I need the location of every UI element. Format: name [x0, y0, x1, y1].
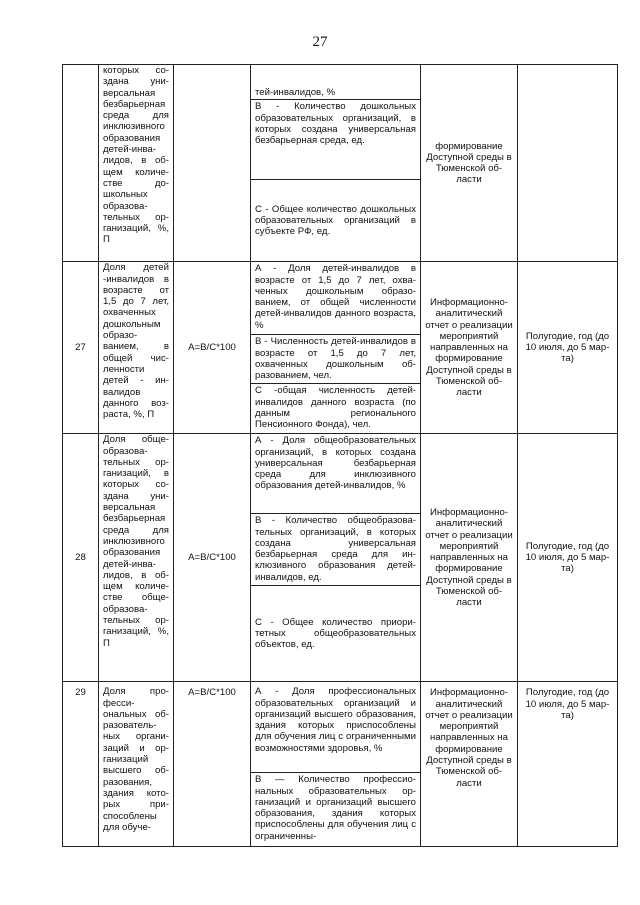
period-cell	[518, 65, 618, 262]
formula-cell: А=В/С*100	[174, 434, 251, 682]
component-b: В — Количество профессиональных образовательных организаций и организаций высшего образования, здания которых приспособлены для обучения лиц с ограниченны-	[251, 773, 421, 847]
formula-cell	[174, 65, 251, 262]
component-c: С - Общее количество дошкольных образовательных организаций в субъекте РФ, ед.	[251, 180, 421, 262]
page-number: 27	[312, 34, 328, 50]
component-a: А - Доля общеобразовательных организаций, в которых создана универсальная безбарьерная среда для инклюзивного образования детей-инвалидов, %	[251, 434, 421, 514]
period-cell: Полугодие, год (до 10 июля, до 5 марта)	[518, 262, 618, 434]
component-b: В - Численность детей-инвалидов в возрасте от 1,5 до 7 лет, охваченных дошкольным образованием, чел.	[251, 335, 421, 384]
component-a: А - Доля детей-инвалидов в возрасте от 1,5 до 7 лет, охваченных дошкольным образованием, от общей численности детей-инвалидов данного возраста, %	[251, 262, 421, 335]
formula-cell: А=В/С*100	[174, 262, 251, 434]
table-row	[63, 682, 618, 773]
table-row	[63, 262, 618, 335]
component-c: С - Общее количество приоритетных общеобразовательных объектов, ед.	[251, 586, 421, 682]
indicator-name: Доля профессиональных образовательных организаций и организаций высшего образования, здания которых приспособлены для обуче-	[99, 682, 174, 847]
indicator-name: которых создана универсальная безбарьерная среда для инклюзивного образования детей-инвалидов, в общем количестве дошкольных образовательных организаций, %, П	[99, 65, 174, 262]
indicator-name: Доля общеобразовательных организаций, в которых создана универсальная безбарьерная среда для инклюзивного образования детей-инвалидов, в общем количестве общеобразовательных организаций, %, П	[99, 434, 174, 682]
source-cell: Информационно-аналитический отчет о реализации мероприятий направленных на формирование Доступной среды в Тюменской области	[421, 262, 518, 434]
table-row	[63, 65, 618, 100]
component-b: В - Количество общеобразовательных организаций, в которых создана универсальная безбарьерная среда для инклюзивного образования детей-инвалидов, ед.	[251, 514, 421, 586]
row-number-cell	[63, 65, 99, 262]
table-row	[63, 434, 618, 514]
component-b: В - Количество дошкольных образовательных организаций, в которых создана универсальная безбарьерная среда, ед.	[251, 100, 421, 180]
source-cell: Информационно-аналитический отчет о реализации мероприятий направленных на формирование Доступной среды в Тюменской области	[421, 682, 518, 847]
formula-cell: А=В/С*100	[174, 682, 251, 847]
period-cell: Полугодие, год (до 10 июля, до 5 марта)	[518, 682, 618, 847]
row-number: 28	[63, 434, 99, 682]
source-cell: формирование Доступной среды в Тюменской области	[421, 65, 518, 262]
row-number: 29	[63, 682, 99, 847]
component-a: А - Доля профессиональных образовательных организаций и организаций высшего образования, здания которых приспособлены для обучения лиц с ограниченными возможностями здоровья, %	[251, 682, 421, 773]
source-cell: Информационно-аналитический отчет о реализации мероприятий направленных на формирование Доступной среды в Тюменской области	[421, 434, 518, 682]
indicators-table	[62, 64, 618, 847]
component-c: С -общая численность детей-инвалидов данного возраста (по данным регионального Пенсионного Фонда), чел.	[251, 384, 421, 434]
row-number: 27	[63, 262, 99, 434]
indicator-name: Доля детей -инвалидов в возрасте от 1,5 до 7 лет, охваченных дошкольным образованием, в общей численности детей - инвалидов данного возраста, %, П	[99, 262, 174, 434]
component-a: тей-инвалидов, %	[251, 65, 421, 100]
period-cell: Полугодие, год (до 10 июля, до 5 марта)	[518, 434, 618, 682]
